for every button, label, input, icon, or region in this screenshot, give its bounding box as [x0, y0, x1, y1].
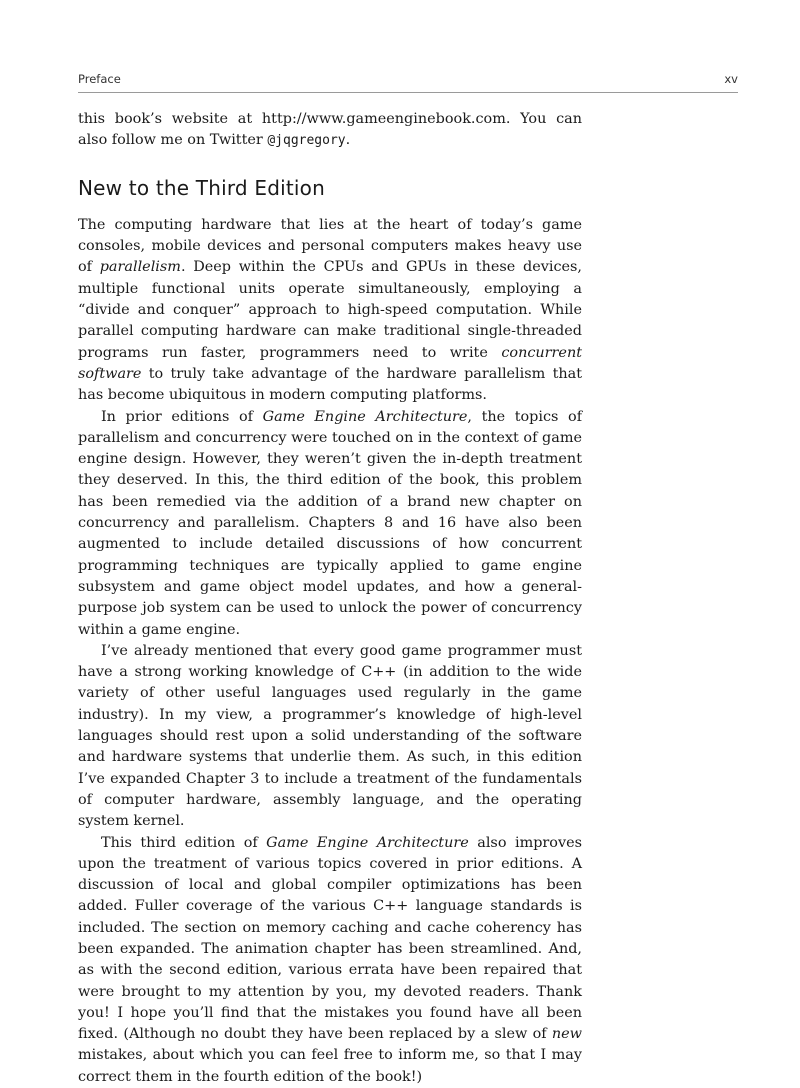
paragraph-3: I’ve already mentioned that every good game programmer must have a strong working knowledge of C++ (in addition to the wide variety of other useful languages used regularly in the game industry). In my view, a programmer’s knowledge of high-level languages should rest upon a solid understanding of the software and hardware systems that underlie them. As such, in this edition I’ve expanded Chapter 3 to include a treatment of the fundamentals of computer hardware, assembly language, and the operating system kernel. [78, 641, 582, 833]
running-head [78, 72, 738, 90]
section-new-to-third-edition [78, 178, 582, 1088]
twitter-handle: @jqgregory [267, 133, 345, 148]
book-page [78, 72, 738, 972]
section-title: New to the Third Edition [78, 178, 582, 199]
intro-paragraph: this book’s website at http://www.gameenginebook.com. You can also follow me on Twitter @jqgregory. [78, 109, 582, 152]
paragraph-4: This third edition of Game Engine Architecture also improves upon the treatment of various topics covered in prior editions. A discussion of local and global compiler optimizations has been added. Fuller coverage of the various C++ language standards is included. The section on memory caching and cache coherency has been expanded. The animation chapter has been streamlined. And, as with the second edition, various errata have been repaired that were brought to my attention by you, my devoted readers. Thank you! I hope you’ll find that the mistakes you found have all been fixed. (Although no doubt they have been replaced by a slew of new mistakes, about which you can feel free to inform me, so that I may correct them in the fourth edition of the book!) [78, 833, 582, 1088]
chapter-name: Preface [78, 72, 121, 86]
page-number: xv [724, 72, 738, 86]
paragraph-2: In prior editions of Game Engine Architecture, the topics of parallelism and concurrency were touched on in the context of game engine design. However, they weren’t given the in-depth treatment they deserved. In this, the third edition of the book, this problem has been remedied via the addition of a brand new chapter on concurrency and parallelism. Chapters 8 and 16 have also been augmented to include detailed discussions of how concurrent programming techniques are typically applied to game engine subsystem and game object model updates, and how a general-purpose job system can be used to unlock the power of concurrency within a game engine. [78, 407, 582, 641]
header-rule [78, 92, 738, 93]
paragraph-1: The computing hardware that lies at the heart of today’s game consoles, mobile devices and personal computers makes heavy use of parallelism. Deep within the CPUs and GPUs in these devices, multiple functional units operate simultaneously, employing a “divide and conquer” approach to high-speed computation. While parallel computing hardware can make traditional single-threaded programs run faster, programmers need to write concurrent software to truly take advantage of the hardware parallelism that has become ubiquitous in modern computing platforms. [78, 215, 582, 407]
